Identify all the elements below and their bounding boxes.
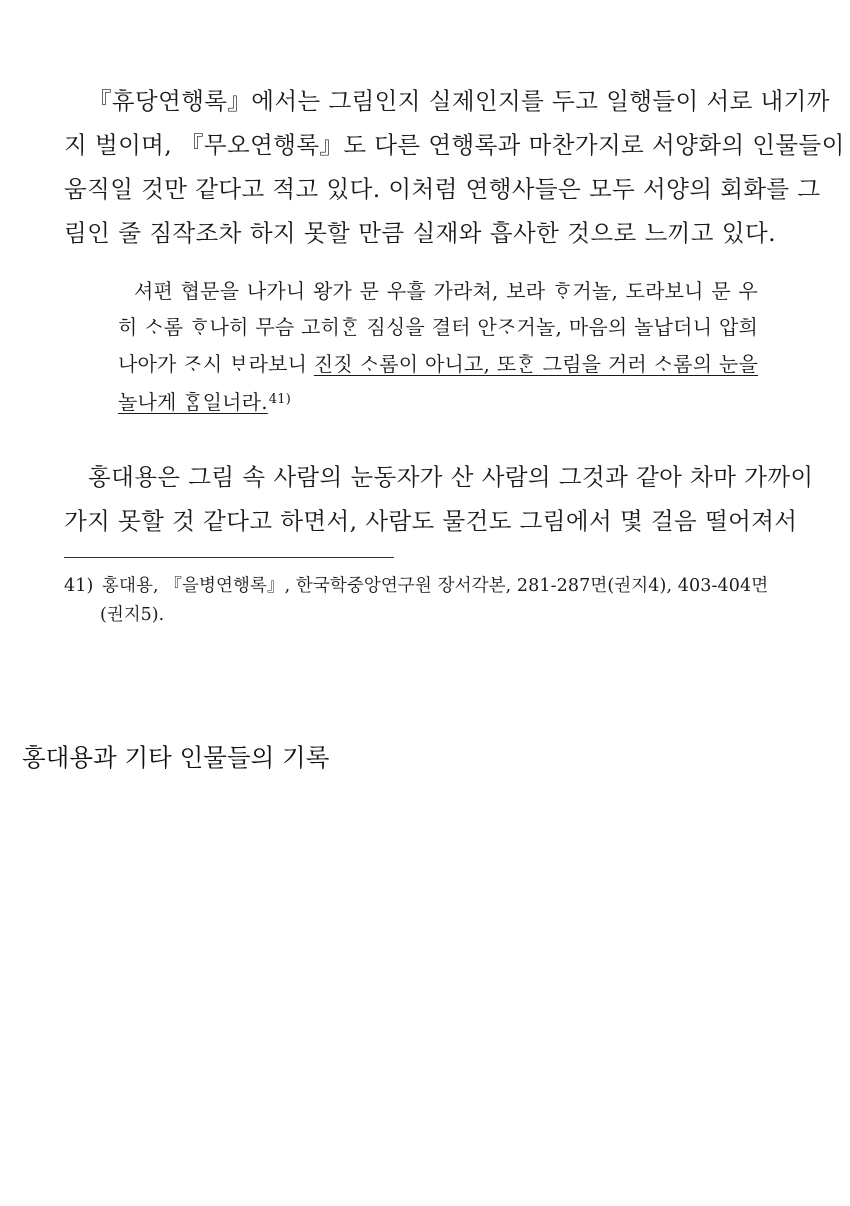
quote-line-1: 셔편 협문을 나가니 왕가 문 우흘 가라쳐, 보라 ᄒᆞ거놀, 도라보니 문 우 [134, 279, 758, 303]
image-caption: 홍대용과 기타 인물들의 기록 [22, 743, 330, 772]
quote-line-2: 히 ᄉᆞ롬 ᄒᆞ나히 무슴 고히ᄒᆞᆫ 짐싱을 결터 안ᄌᆞ거놀, 마음의 놀납더니 압희 [118, 315, 758, 339]
paragraph-1-line-3: 움직일 것만 같다고 적고 있다. 이처럼 연행사들은 모두 서양의 회화를 그 [64, 175, 821, 203]
quote-underlined-text: 진짓 ᄉᆞ롬이 아니고, 또ᄒᆞᆫ 그림을 거러 ᄉᆞ롬의 눈을 [313, 352, 758, 376]
quote-line-4 [118, 387, 291, 415]
paragraph-2-line-2: 가지 못할 것 같다고 하면서, 사람도 물건도 그림에서 몇 걸음 떨어져서 [64, 507, 798, 535]
paragraph-2-line-1: 홍대용은 그림 속 사람의 눈동자가 산 사람의 그것과 같아 차마 가까이 [88, 463, 814, 491]
quote-line-3-text: 나아가 ᄌᆞ시 ᄇᆞ라보니 [118, 352, 314, 376]
quote-underlined-text-end: 놀나게 ᄒᆞᆷ일너라. [118, 390, 268, 414]
footnote-number: 41) [64, 576, 94, 596]
footnote-text: 홍대용, 『을병연행록』, 한국학중앙연구원 장서각본, 281-287면(권지4), 403-404면 [102, 576, 769, 596]
quote-line-3 [118, 351, 758, 377]
footnote-divider [64, 557, 394, 558]
paragraph-1-line-2: 지 벌이며, 『무오연행록』도 다른 연행록과 마찬가지로 서양화의 인물들이 [64, 131, 845, 159]
footnote-line-2: (권지5). [100, 605, 165, 625]
paragraph-1-line-1: 『휴당연행록』에서는 그림인지 실제인지를 두고 일행들이 서로 내기까 [88, 87, 830, 115]
paragraph-1-line-4: 림인 줄 짐작조차 하지 못할 만큼 실재와 흡사한 것으로 느끼고 있다. [64, 219, 776, 247]
footnote-reference[interactable]: 41) [268, 392, 291, 407]
footnote-line-1 [64, 574, 768, 598]
